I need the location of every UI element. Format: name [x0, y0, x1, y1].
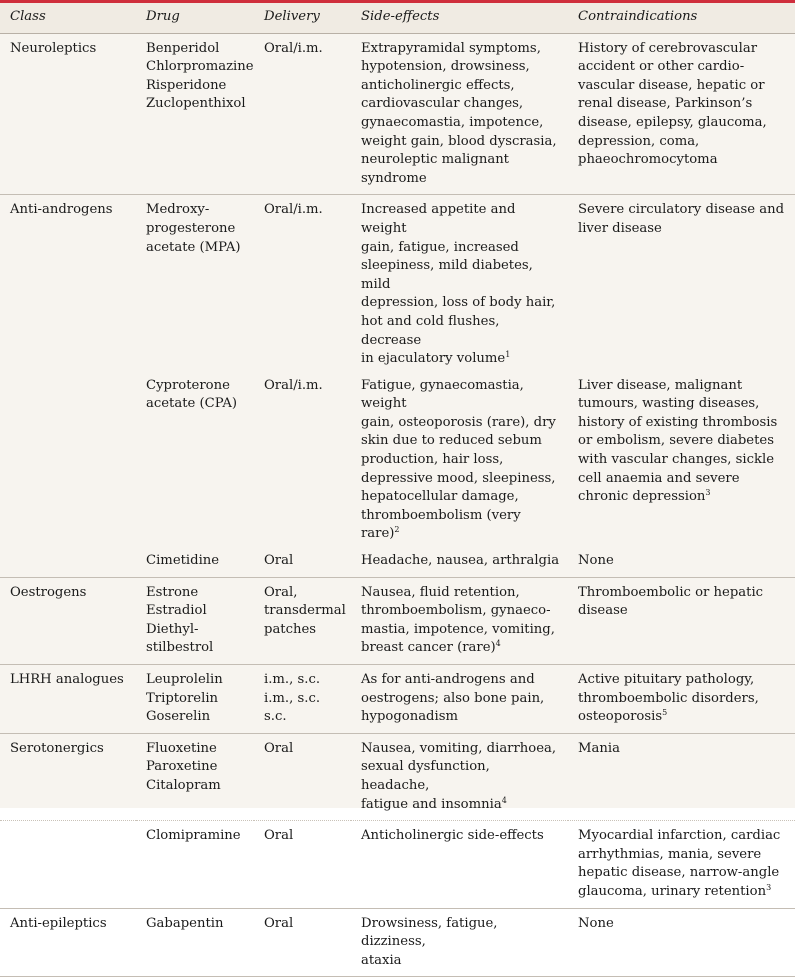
- drug-cell-line: Risperidone: [146, 77, 227, 93]
- side-effects-cell-line: gain, osteoporosis (rare), dry: [361, 414, 556, 430]
- header-class: Class: [0, 3, 136, 33]
- header-drug: Drug: [136, 3, 254, 33]
- contraindications-cell: [568, 195, 795, 375]
- delivery-cell-line: Oral/i.m.: [264, 377, 323, 393]
- delivery-cell: [254, 375, 351, 550]
- side-effects-cell-line: Anticholinergic side-effects: [361, 828, 544, 844]
- drug-cell-line: Diethyl-: [146, 621, 199, 637]
- contraindications-cell-line: chronic depression$^3$: [578, 488, 711, 505]
- delivery-cell-line: i.m., s.c.: [264, 672, 321, 687]
- delivery-cell-line: transdermal: [264, 603, 346, 619]
- contraindications-cell-line: arrhythmias, mania, severe: [578, 846, 762, 862]
- delivery-cell-line: Oral: [264, 828, 294, 844]
- drug-cell-line: Fluoxetine: [146, 740, 217, 756]
- side-effects-cell-line: cardiovascular changes,: [361, 96, 524, 112]
- contraindications-cell-line: with vascular changes, sickle: [578, 452, 775, 468]
- drug-cell: [136, 375, 254, 550]
- contraindications-cell-line: Myocardial infarction, cardiac: [578, 828, 781, 844]
- contraindications-cell-line: liver disease: [578, 220, 662, 236]
- drug-cell: [136, 577, 254, 664]
- drug-cell: [136, 908, 254, 977]
- contraindications-cell: [568, 577, 795, 664]
- side-effects-cell-line: depressive mood, sleepiness,: [361, 470, 556, 486]
- contraindications-cell-line: History of cerebrovascular: [578, 40, 758, 56]
- side-effects-cell: [351, 821, 568, 908]
- delivery-cell: [254, 33, 351, 195]
- table-row: [0, 33, 795, 195]
- delivery-cell: [254, 577, 351, 664]
- class-cell: [0, 821, 136, 908]
- side-effects-cell: [351, 550, 568, 577]
- delivery-cell-line: patches: [264, 621, 317, 637]
- drug-cell-line: Cyproterone: [146, 377, 230, 393]
- drug-cell-line: Triptorelin: [146, 690, 219, 706]
- side-effects-cell-line: fatigue and insomnia$^4$: [361, 795, 507, 812]
- contraindications-cell-line: renal disease, Parkinson’s: [578, 96, 753, 112]
- side-effects-cell-line: Headache, nausea, arthralgia: [361, 553, 560, 569]
- side-effects-cell-line: Nausea, fluid retention,: [361, 584, 520, 600]
- contraindications-cell-line: glaucoma, urinary retention$^3$: [578, 882, 772, 899]
- drug-cell-line: Clomipramine: [146, 828, 241, 844]
- drug-cell-line: Estrone: [146, 584, 199, 600]
- contraindications-cell: [568, 33, 795, 195]
- side-effects-cell-line: thromboembolism (very rare)$^2$: [361, 507, 521, 542]
- class-cell: Oestrogens: [0, 577, 136, 664]
- side-effects-cell-line: gain, fatigue, increased: [361, 239, 519, 255]
- side-effects-cell-line: Increased appetite and weight: [361, 202, 516, 236]
- side-effects-cell-line: neuroleptic malignant: [361, 152, 509, 168]
- contraindications-cell: [568, 375, 795, 550]
- delivery-cell: [254, 550, 351, 577]
- table-body: [0, 33, 795, 977]
- drug-cell: [136, 33, 254, 195]
- side-effects-cell-line: Extrapyramidal symptoms,: [361, 40, 541, 56]
- delivery-cell-line: i.m., s.c.: [264, 690, 321, 706]
- contraindications-cell: [568, 665, 795, 734]
- table-row: [0, 577, 795, 664]
- drug-cell-line: progesterone: [146, 220, 236, 236]
- side-effects-cell-line: weight gain, blood dyscrasia,: [361, 133, 557, 149]
- side-effects-cell-line: Fatigue, gynaecomastia, weight: [361, 377, 524, 412]
- side-effects-cell-line: anticholinergic effects,: [361, 77, 515, 93]
- footnote-marker: 3: [766, 882, 772, 892]
- delivery-cell-line: Oral: [264, 915, 294, 931]
- side-effects-cell-line: hypotension, drowsiness,: [361, 59, 530, 75]
- class-cell: Neuroleptics: [0, 33, 136, 195]
- contraindications-cell-line: accident or other cardio-: [578, 59, 745, 75]
- side-effects-cell: [351, 908, 568, 977]
- drug-cell-line: Zuclopenthixol: [146, 96, 246, 112]
- footnote-marker: 4: [501, 795, 507, 805]
- side-effects-cell: [351, 375, 568, 550]
- footnote-marker: 4: [495, 639, 501, 649]
- contraindications-cell-line: osteoporosis$^5$: [578, 708, 668, 725]
- contraindications-cell-line: vascular disease, hepatic or: [578, 77, 765, 93]
- contraindications-cell-line: Severe circulatory disease and: [578, 202, 785, 218]
- drug-cell: [136, 821, 254, 908]
- class-cell: [0, 375, 136, 550]
- side-effects-cell: [351, 665, 568, 734]
- footnote-marker: 1: [505, 350, 511, 360]
- contraindications-cell-line: or embolism, severe diabetes: [578, 433, 774, 449]
- delivery-cell-line: Oral/i.m.: [264, 40, 323, 56]
- table-row: [0, 821, 795, 908]
- side-effects-cell: [351, 33, 568, 195]
- side-effects-cell-line: sexual dysfunction, headache,: [361, 759, 490, 793]
- drug-cell-line: Medroxy-: [146, 202, 210, 218]
- delivery-cell: [254, 908, 351, 977]
- table-row: [0, 375, 795, 550]
- drug-cell-line: Paroxetine: [146, 759, 218, 775]
- delivery-cell-line: Oral/i.m.: [264, 202, 323, 218]
- footnote-marker: 3: [705, 488, 711, 498]
- drug-cell-line: Leuprolelin: [146, 672, 223, 687]
- delivery-cell: [254, 821, 351, 908]
- contraindications-cell-line: depression, coma,: [578, 133, 700, 149]
- class-cell: Anti-androgens: [10, 202, 113, 218]
- side-effects-cell: [351, 577, 568, 664]
- contraindications-cell: [568, 908, 795, 977]
- drug-cell: [136, 665, 254, 734]
- drug-cell-line: Estradiol: [146, 603, 207, 619]
- drug-cell-line: Goserelin: [146, 709, 211, 725]
- contraindications-cell-line: history of existing thrombosis: [578, 414, 778, 430]
- side-effects-cell-line: syndrome: [361, 170, 427, 186]
- delivery-cell: [254, 665, 351, 734]
- side-effects-cell-line: production, hair loss,: [361, 452, 504, 468]
- delivery-cell: [254, 195, 351, 375]
- header-row: [0, 3, 795, 33]
- table-row: [0, 908, 795, 977]
- contraindications-cell: [568, 550, 795, 577]
- side-effects-cell-line: skin due to reduced sebum: [361, 433, 542, 449]
- delivery-cell-line: Oral: [264, 553, 294, 569]
- delivery-cell-line: Oral,: [264, 584, 298, 600]
- table-row: [0, 550, 795, 577]
- contraindications-cell-line: tumours, wasting diseases,: [578, 396, 760, 412]
- header-contraindications: Contraindications: [568, 3, 795, 33]
- side-effects-cell-line: breast cancer (rare)$^4$: [361, 639, 501, 656]
- side-effects-cell-line: in ejaculatory volume$^1$: [361, 350, 511, 367]
- contraindications-cell-line: phaeochromocytoma: [578, 152, 718, 168]
- class-cell: [0, 550, 136, 577]
- table-row: [0, 665, 795, 734]
- contraindications-cell-line: Active pituitary pathology,: [578, 672, 755, 687]
- drug-table: [0, 3, 795, 977]
- class-cell: Anti-epileptics: [0, 908, 136, 977]
- side-effects-cell-line: ataxia: [361, 952, 402, 968]
- drug-cell-line: acetate (CPA): [146, 396, 238, 412]
- contraindications-cell: [568, 821, 795, 908]
- side-effects-cell-line: As for anti-androgens and: [361, 672, 535, 687]
- drug-cell-line: Gabapentin: [146, 915, 224, 931]
- side-effects-cell-line: hepatocellular damage,: [361, 489, 519, 505]
- contraindications-cell-line: Liver disease, malignant: [578, 377, 743, 393]
- contraindications-cell-line: None: [578, 915, 614, 931]
- side-effects-cell-line: depression, loss of body hair,: [361, 295, 556, 311]
- side-effects-cell-line: oestrogens; also bone pain,: [361, 690, 545, 706]
- drug-cell-line: Cimetidine: [146, 553, 220, 569]
- delivery-cell-line: s.c.: [264, 709, 287, 725]
- drug-cell-line: Benperidol: [146, 40, 220, 56]
- delivery-cell-line: Oral: [264, 740, 294, 756]
- side-effects-cell: [351, 195, 568, 375]
- header-side-effects: Side-effects: [351, 3, 568, 33]
- contraindications-cell-line: Thromboembolic or hepatic: [578, 584, 764, 600]
- side-effects-cell-line: hypogonadism: [361, 709, 458, 725]
- table-row: [0, 195, 795, 375]
- contraindications-cell-line: hepatic disease, narrow-angle: [578, 865, 780, 881]
- side-effects-cell-line: thromboembolism, gynaeco-: [361, 603, 551, 619]
- contraindications-cell-line: cell anaemia and severe: [578, 470, 740, 486]
- drug-cell-line: Citalopram: [146, 777, 221, 793]
- side-effects-cell-line: Drowsiness, fatigue, dizziness,: [361, 915, 498, 950]
- footnote-marker: 2: [394, 525, 400, 535]
- contraindications-cell-line: disease, epilepsy, glaucoma,: [578, 114, 767, 130]
- contraindications-cell-line: None: [578, 553, 614, 569]
- contraindications-cell-line: Mania: [578, 740, 620, 756]
- drug-cell-line: acetate (MPA): [146, 239, 241, 255]
- side-effects-cell-line: hot and cold flushes, decrease: [361, 313, 500, 348]
- drug-cell-line: Chlorpromazine: [146, 59, 254, 75]
- drug-cell: [136, 550, 254, 577]
- side-effects-cell-line: gynaecomastia, impotence,: [361, 114, 544, 130]
- contraindications-cell-line: thromboembolic disorders,: [578, 690, 759, 706]
- header-delivery: Delivery: [254, 3, 351, 33]
- footnote-marker: 5: [662, 708, 668, 718]
- class-cell: LHRH analogues: [0, 665, 136, 734]
- class-cell: Serotonergics: [0, 733, 136, 820]
- side-effects-cell-line: mastia, impotence, vomiting,: [361, 621, 555, 637]
- side-effects-cell-line: Nausea, vomiting, diarrhoea,: [361, 740, 557, 756]
- drug-cell: [136, 195, 254, 375]
- contraindications-cell-line: disease: [578, 603, 628, 619]
- side-effects-cell-line: sleepiness, mild diabetes, mild: [361, 258, 533, 292]
- drug-cell-line: stilbestrol: [146, 640, 214, 656]
